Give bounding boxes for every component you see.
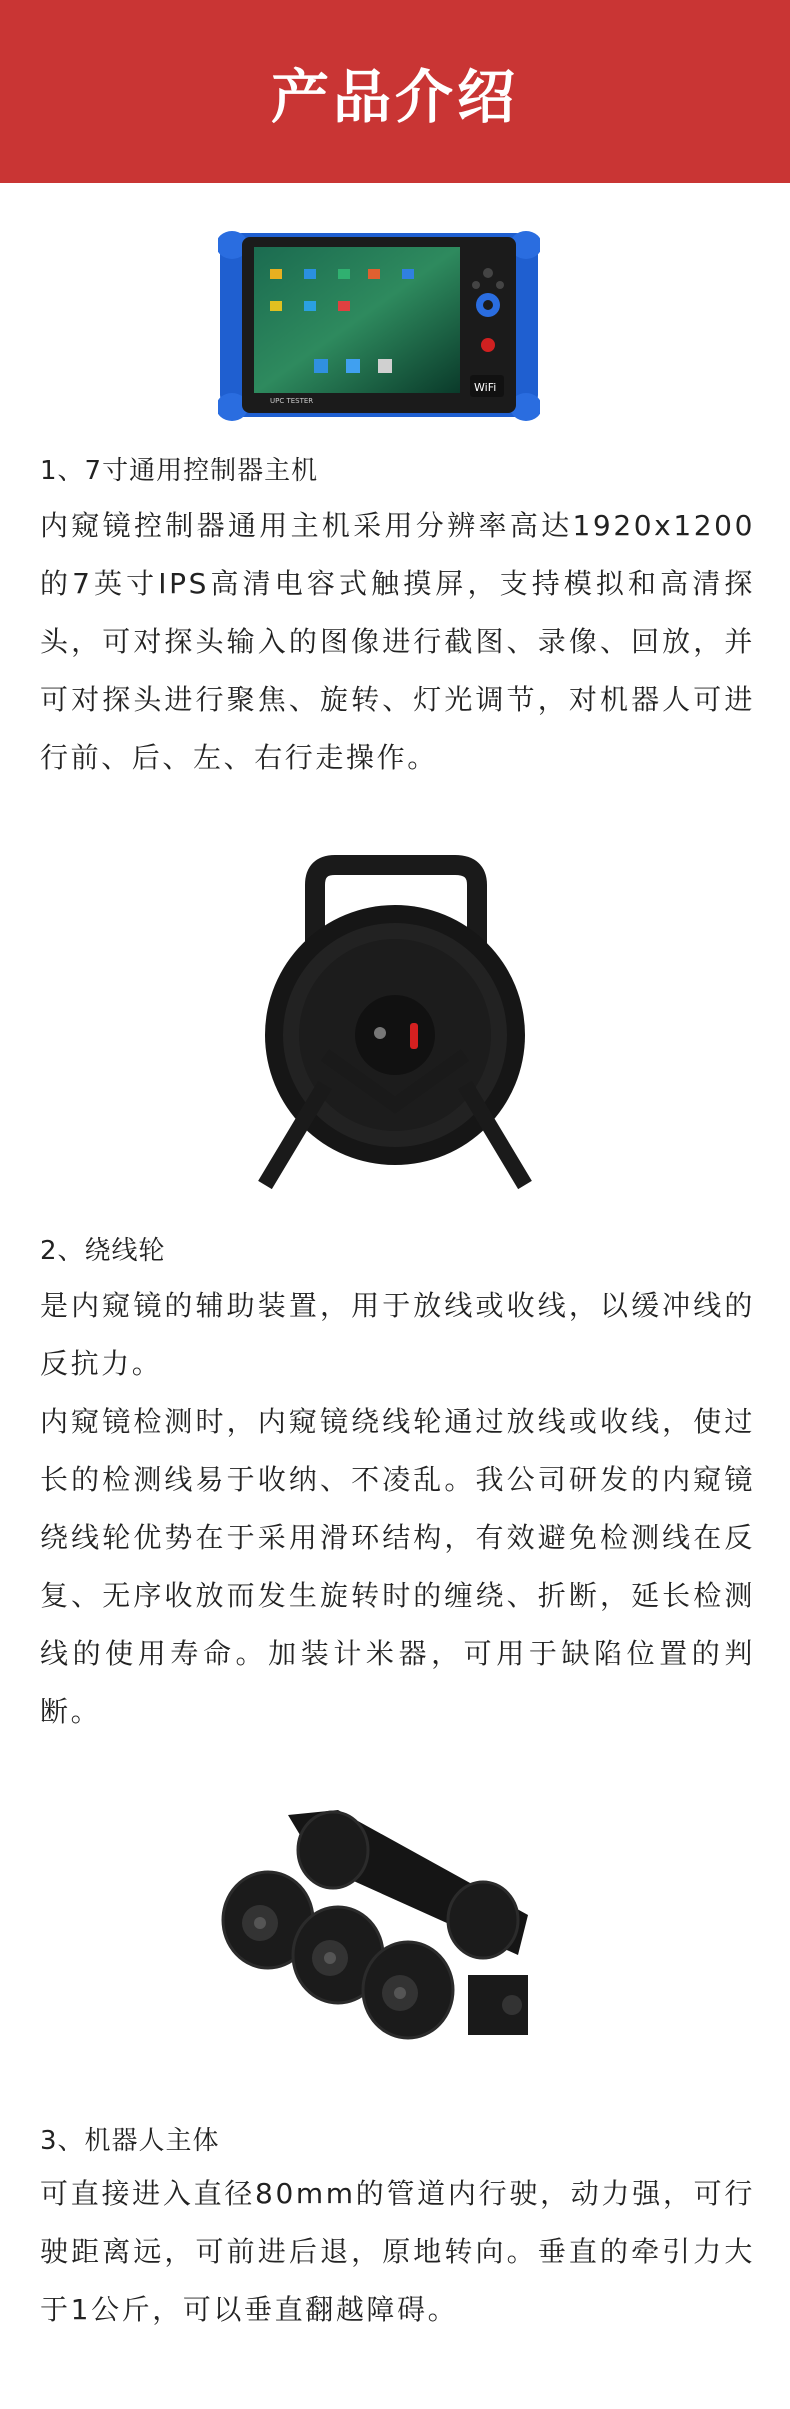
- page-title: 产品介绍: [270, 62, 519, 131]
- section-title-robot: 3、机器人主体: [40, 2126, 220, 2156]
- section-paragraph-controller: 内窥镜控制器通用主机采用分辨率高达1920x1200的7英寸IPS高清电容式触摸屏，支持模拟和高清探头，可对探头输入的图像进行截图、录像、回放，并可对探头进行聚焦、旋转、灯光调节，对机器人可进行前、后、左、右行走操作。: [40, 509, 755, 774]
- screen-label: UPC TESTER: [270, 397, 314, 405]
- section-title-cable-reel: 2、绕线轮: [40, 1236, 166, 1266]
- section-paragraph-cable-reel-2: 内窥镜检测时，内窥镜绕线轮通过放线或收线，使过长的检测线易于收纳、不凌乱。我公司研发的内窥镜绕线轮优势在于采用滑环结构，有效避免检测线在反复、无序收放而发生旋转时的缠绕、折断，延长检测线的使用寿命。加装计米器，可用于缺陷位置的判断。: [40, 1405, 755, 1728]
- section-paragraph-cable-reel-1: 是内窥镜的辅助装置，用于放线或收线，以缓冲线的反抗力。: [40, 1289, 755, 1380]
- header-banner: [0, 0, 790, 183]
- controller-device-image: [218, 225, 540, 425]
- section-title-controller: 1、7寸通用控制器主机: [40, 456, 319, 486]
- section-paragraph-robot: 可直接进入直径80mm的管道内行驶，动力强，可行驶距离远，可前进后退，原地转向。垂直的牵引力大于1公斤，可以垂直翻越障碍。: [40, 2177, 755, 2326]
- crawler-robot-image: [218, 1805, 558, 2075]
- wifi-label: WiFi: [474, 381, 497, 394]
- cable-reel-image: [255, 855, 535, 1195]
